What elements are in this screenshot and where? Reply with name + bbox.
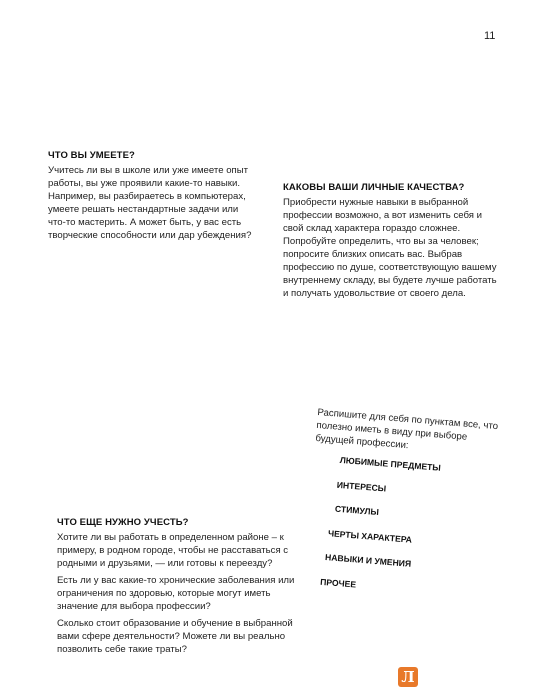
checklist-item: ЧЕРТЫ ХАРАКТЕРА <box>327 527 413 545</box>
section-title: КАКОВЫ ВАШИ ЛИЧНЫЕ КАЧЕСТВА? <box>283 182 465 193</box>
page-number: 11 <box>484 30 496 42</box>
section-title: ЧТО ЕЩЕ НУЖНО УЧЕСТЬ? <box>57 517 189 528</box>
section-paragraph: Сколько стоит образование и обучение в выбранной вами сфере деятельности? Можете ли вы реально позволить себе такие траты? <box>57 618 293 655</box>
checklist-item: ИНТЕРЕСЫ <box>336 479 387 494</box>
checklist-item: СТИМУЛЫ <box>334 503 380 518</box>
checklist-intro: Распишите для себя по пунктам все, что полезно иметь в виду при выборе будущей профессии: <box>315 406 499 452</box>
section-paragraph: Хотите ли вы работать в определенном районе – к примеру, в родном городе, чтобы не расставаться с родными и друзьями, — или готовы к переезду? <box>57 532 289 569</box>
section-what-you-can-do <box>48 150 253 242</box>
checklist-item: ЛЮБИМЫЕ ПРЕДМЕТЫ <box>339 454 442 473</box>
checklist-card <box>303 406 508 614</box>
section-what-else-to-consider <box>57 517 297 656</box>
checklist-list <box>303 453 504 614</box>
section-paragraph: Есть ли у вас какие-то хронические заболевания или ограничения по здоровью, которые могут иметь значение для выбора профессии? <box>57 575 295 612</box>
section-title: ЧТО ВЫ УМЕЕТЕ? <box>48 150 135 161</box>
section-body: Учитесь ли вы в школе или уже имеете опыт работы, вы уже проявили какие-то навыки. Например, вы разбираетесь в компьютерах, умеете решать нестандартные задачи или что-то мастерить. А может быть, у вас есть творческие способности или дар убеждения? <box>48 165 252 241</box>
publisher-logo-icon: Л <box>398 667 418 687</box>
section-body: Приобрести нужные навыки в выбранной профессии возможно, а вот изменить себя и свой склад характера гораздо сложнее. Попробуйте определить, что вы за человек; попросите близких описать вас. Выбрав профессию по душе, соответствующую вашему внутреннему складу, вы будете лучше работать и получать удовольствие от своего дела. <box>283 197 497 299</box>
section-personal-qualities <box>283 182 498 300</box>
checklist-item: НАВЫКИ И УМЕНИЯ <box>324 552 412 569</box>
checklist-item: ПРОЧЕЕ <box>319 576 357 590</box>
